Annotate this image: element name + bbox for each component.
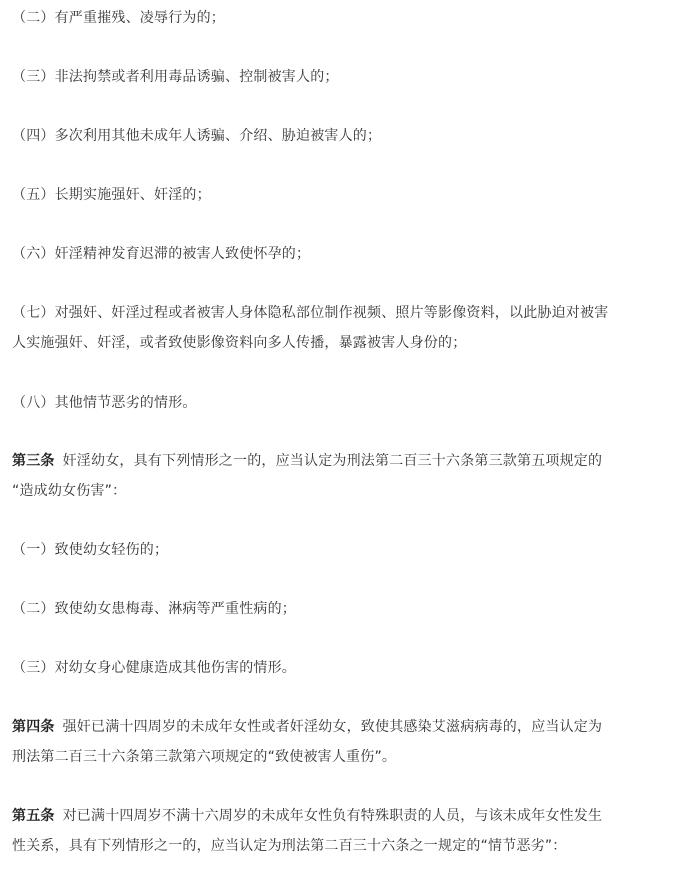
article-number: 第三条: [12, 453, 55, 469]
list-item: （六）奸淫精神发育迟滞的被害人致使怀孕的；: [12, 246, 311, 262]
paragraph-text: 强奸已满十四周岁的未成年女性或者奸淫幼女，致使其感染艾滋病病毒的，应当认定为: [62, 719, 603, 735]
article-number: 第四条: [12, 719, 55, 735]
list-item: （二）有严重摧残、凌辱行为的；: [12, 10, 225, 26]
list-item: （四）多次利用其他未成年人诱骗、介绍、胁迫被害人的；: [12, 128, 382, 144]
article-3: [12, 446, 676, 506]
paragraph-text: 奸淫幼女，具有下列情形之一的，应当认定为刑法第二百三十六条第三款第五项规定的: [62, 453, 603, 469]
paragraph-line: [12, 446, 676, 476]
article-5: [12, 801, 676, 861]
list-item: （五）长期实施强奸、奸淫的；: [12, 187, 211, 203]
list-item: （三）非法拘禁或者利用毒品诱骗、控制被害人的；: [12, 69, 339, 85]
paragraph-line: 性关系，具有下列情形之一的，应当认定为刑法第二百三十六条之一规定的“情节恶劣”：: [12, 838, 567, 854]
article-4: [12, 712, 676, 772]
paragraph-line: [12, 801, 676, 831]
article-number: 第五条: [12, 808, 55, 824]
list-item: （八）其他情节恶劣的情形。: [12, 395, 197, 411]
paragraph-line: [12, 712, 676, 742]
list-item: （二）致使幼女患梅毒、淋病等严重性病的；: [12, 601, 296, 617]
list-item: （三）对幼女身心健康造成其他伤害的情形。: [12, 660, 296, 676]
paragraph-text: 对已满十四周岁不满十六周岁的未成年女性负有特殊职责的人员，与该未成年女性发生: [62, 808, 603, 824]
paragraph-line: “造成幼女伤害”：: [12, 483, 127, 499]
paragraph-line: 刑法第二百三十六条第三款第六项规定的“致使被害人重伤”。: [12, 749, 397, 765]
paragraph-line: 人实施强奸、奸淫，或者致使影像资料向多人传播，暴露被害人身份的；: [12, 335, 467, 351]
list-item: （一）致使幼女轻伤的；: [12, 542, 169, 558]
paragraph-line: （七）对强奸、奸淫过程或者被害人身体隐私部位制作视频、照片等影像资料，以此胁迫对被害: [12, 305, 609, 321]
list-item-7: [12, 298, 676, 358]
